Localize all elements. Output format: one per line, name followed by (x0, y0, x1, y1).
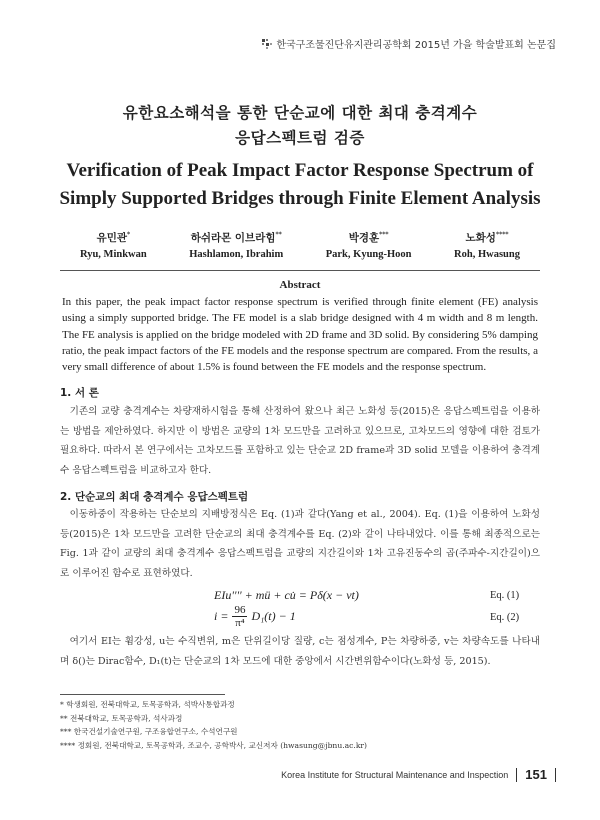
abstract-rule (60, 270, 540, 271)
equation-2-numerator: 96 (234, 604, 246, 616)
author (189, 230, 283, 260)
dotted-square-icon (262, 39, 272, 49)
equation-2-denominator: π⁴ (235, 617, 245, 629)
author-name-ko: 유민관 (96, 232, 128, 244)
title-korean-line1: 유한요소해석을 통한 단순교에 대한 최대 충격계수 (122, 103, 478, 122)
title-english-line1: Verification of Peak Impact Factor Response Spectrum of (66, 160, 534, 181)
footnote: ** 전북대학교, 토목공학과, 석사과정 (60, 713, 183, 723)
section1-heading: 1. 서 론 (60, 387, 99, 399)
author-mark: ** (275, 231, 282, 239)
author-name-en: Ryu, Minkwan (80, 249, 147, 260)
author-list (80, 230, 520, 260)
page-number: 151 (525, 767, 547, 782)
equation-2-label: Eq. (2) (490, 612, 520, 623)
footnote: **** 정회원, 전북대학교, 토목공학과, 조교수, 공학박사, 교신저자 (hwasung@jbnu.ac.kr) (60, 741, 368, 751)
author (454, 230, 520, 260)
running-title: 한국구조물진단유지관리공학회 2015년 가을 학술발표회 논문집 (276, 40, 556, 51)
section2-text1: 이동하중이 작용하는 단순보의 지배방정식은 Eq. (1)과 같다(Yang et al., 2004). Eq. (1)을 이용하여 노화성 등(2015)은 1차 모드만을 고려한 단순교의 최대 충격계수를 Eq. (2)와 같이 나타내었다. 이를 통해 최종적으로는 Fig. 1과 같이 교량의 최대 충격계수 응답스펙트럼을 교량의 지간길이와 1차 고유진동수의 곱(주파수-지간길이)으로 이루어진 함수로 표현하였다. (60, 509, 540, 579)
section2-text2: 여기서 EI는 휨강성, u는 수직변위, m은 단위길이당 질량, c는 점성계수, P는 차량하중, v는 차량속도를 나타내며 δ()는 Dirac함수, D₁(t)는 단순교의 1차 모드에 대한 중앙에서 시간변위함수이다(노화성 등, 2015). (60, 636, 540, 667)
author-name-ko: 노화성 (465, 232, 496, 244)
title-english-line2: Simply Supported Bridges through Finite Element Analysis (59, 188, 541, 209)
author-mark: **** (495, 231, 509, 239)
footnote-rule (60, 694, 225, 695)
abstract-heading: Abstract (279, 279, 321, 291)
equation-2-fraction (232, 604, 247, 629)
author-name-en: Roh, Hwasung (454, 249, 520, 260)
author-name-ko: 박경훈 (348, 232, 380, 244)
section2-heading: 2. 단순교의 최대 충격계수 응답스펙트럼 (60, 491, 249, 503)
equation-1: EIu'''' + mü + cu̇ = Pδ(x − vt) (214, 588, 359, 602)
title-korean-line2: 응답스펙트럼 검증 (235, 128, 365, 147)
footer-divider (516, 768, 517, 782)
author-mark: *** (379, 231, 389, 239)
equation-1-label: Eq. (1) (490, 590, 520, 601)
footnotes (60, 698, 367, 753)
footer-institute: Korea Institute for Structural Maintenance and Inspection (281, 769, 509, 780)
author-name-ko: 하쉬라몬 이브라힘 (190, 232, 276, 244)
footnote: *** 한국건설기술연구원, 구조융합연구소, 수석연구원 (60, 727, 238, 737)
abstract-text: In this paper, the peak impact factor response spectrum is verified through finite element (FE) analysis using a simply supported bridge. The FE model is a slab bridge designed with 4 m width and 8 m length. The FE analysis is applied on the bridge modeled with 2D frame and 3D solid. By considering 5% damping ratio, the peak impact factors of the FE models and the response spectrum are compared. From the results, a very small difference of about 1.5% is found between the FE models and the response spectrum. (62, 296, 538, 374)
section1-text: 기존의 교량 충격계수는 차량재하시험을 통해 산정하여 왔으나 최근 노화성 등(2015)은 응답스펙트럼을 이용하는 방법을 제안하였다. 하지만 이 방법은 교량의 1차 모드만을 고려하고 있으므로, 고차모드의 영향에 대한 검토가 필요하다. 따라서 본 연구에서는 고차모드를 포함하고 있는 단순교 2D frame과 3D solid 모델을 이용하여 충격계수 응답스펙트럼을 비교하고자 한다. (60, 406, 540, 476)
equation-2-rhs: D₁(t) − 1 (251, 609, 296, 623)
equation-2 (214, 604, 296, 629)
author (326, 230, 412, 260)
footer-divider (555, 768, 556, 782)
footnote: * 학생회원, 전북대학교, 토목공학과, 석박사통합과정 (60, 700, 235, 709)
running-header (262, 36, 556, 51)
author-name-en: Hashlamon, Ibrahim (189, 249, 284, 260)
author (80, 230, 147, 260)
equation-2-lhs: i = (214, 609, 229, 623)
page-footer (281, 767, 556, 782)
author-name-en: Park, Kyung-Hoon (325, 249, 412, 260)
author-mark: * (127, 231, 131, 239)
